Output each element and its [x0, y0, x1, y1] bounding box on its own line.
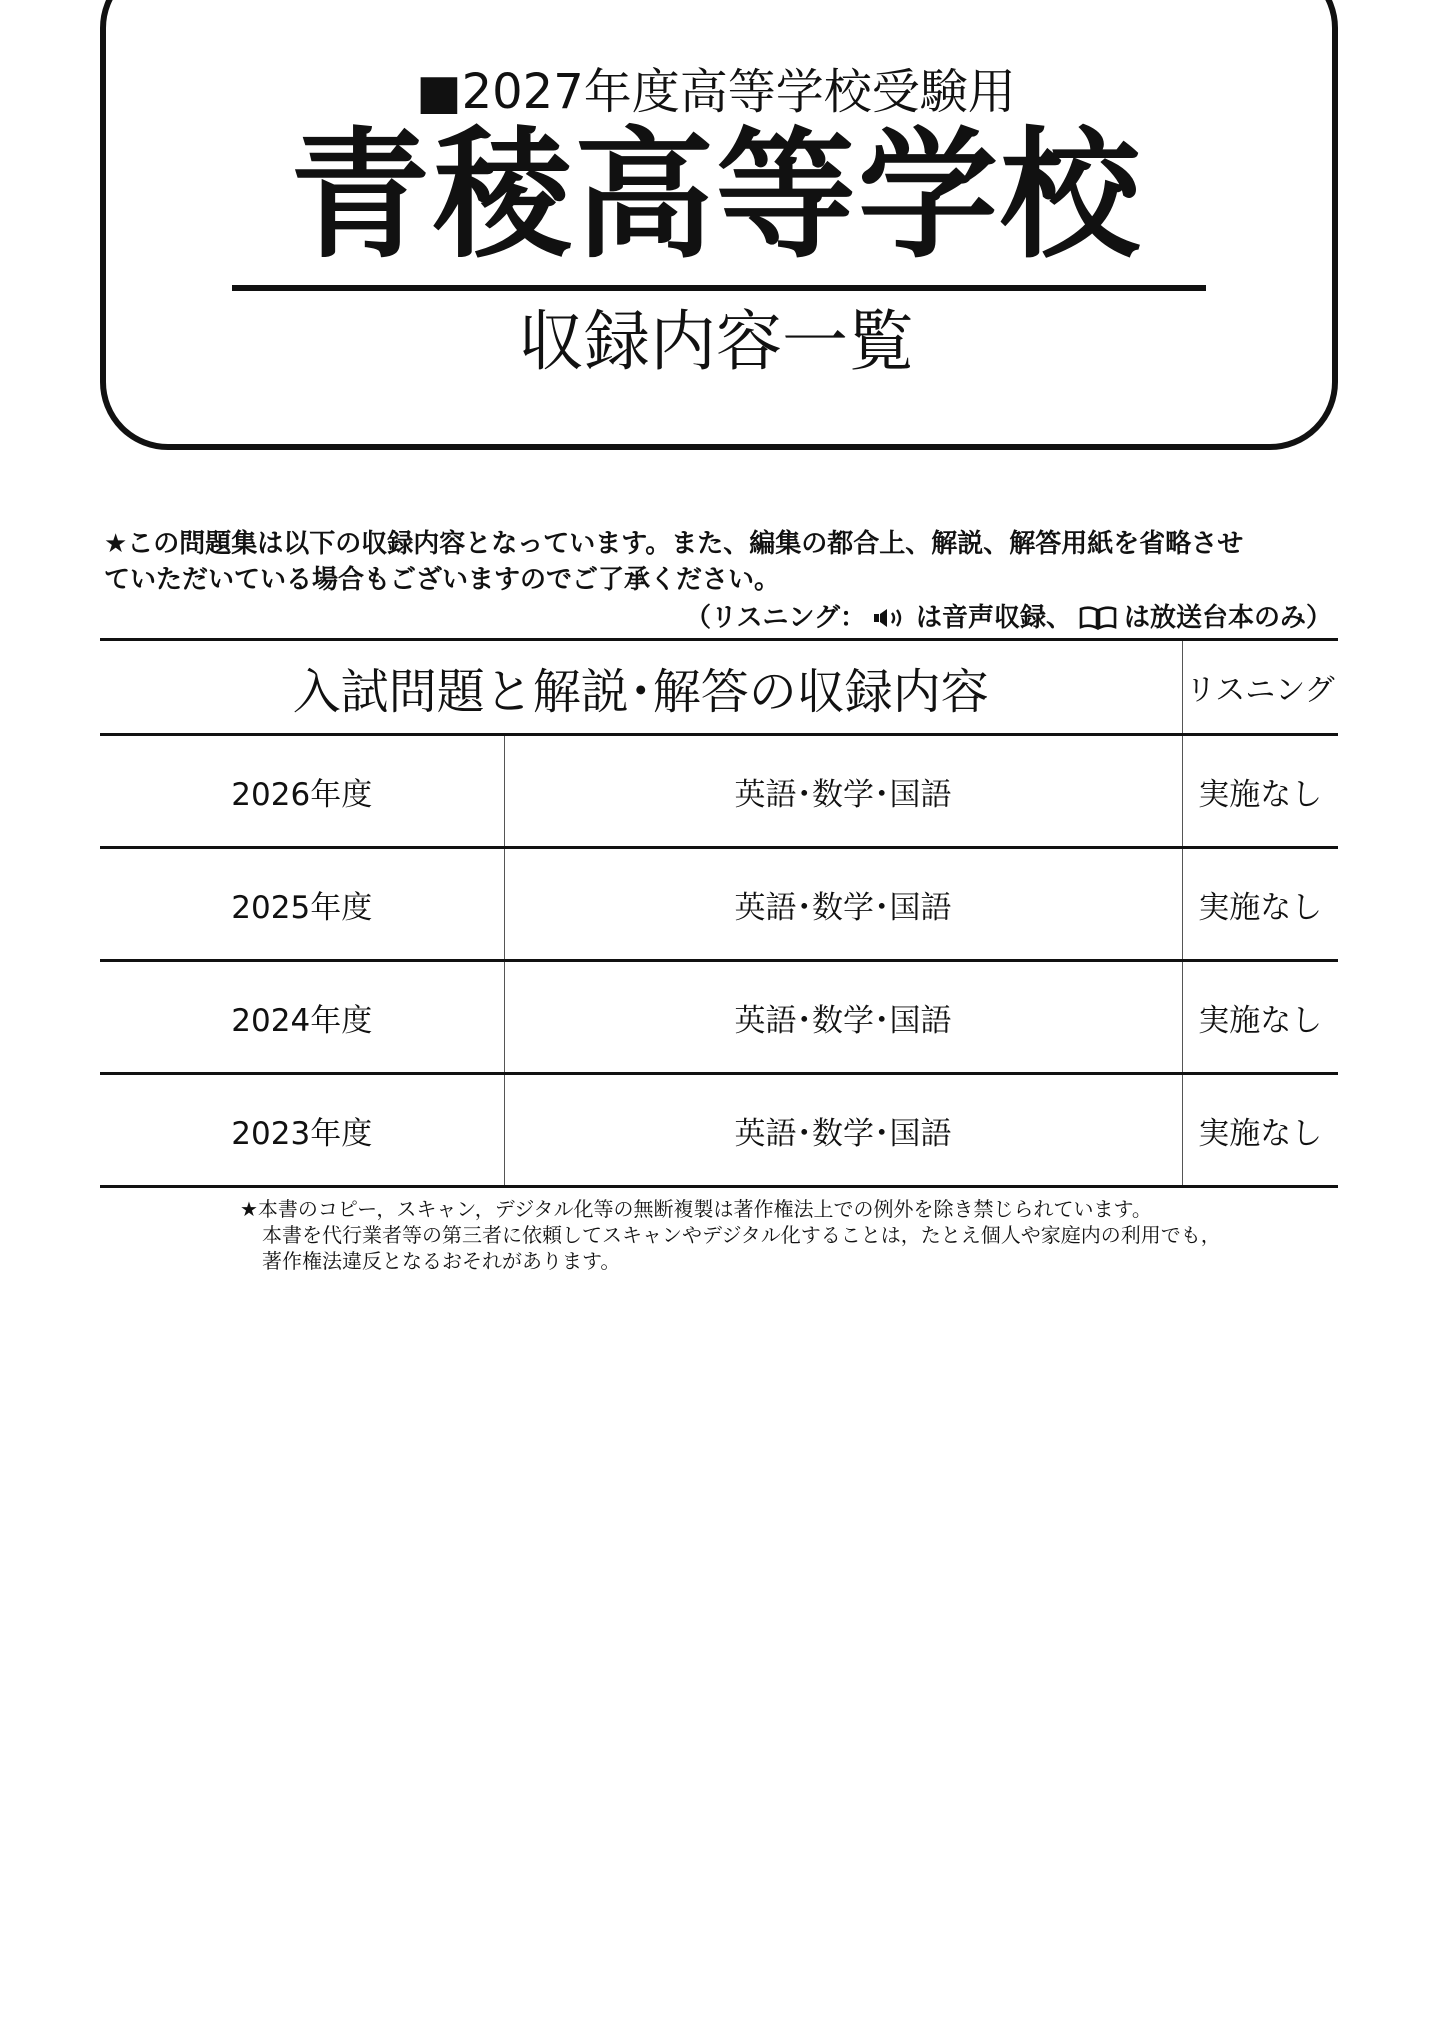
school-name: 青稜高等学校: [289, 115, 1142, 278]
year-cell: 2025年度: [100, 848, 504, 961]
table-row: [100, 961, 1338, 1074]
legend-prefix: （リスニング：: [685, 603, 866, 633]
copyright-line-2: 本書を代行業者等の第三者に依頼してスキャンやデジタル化することは，たとえ個人や家庭内の利用でも，: [262, 1223, 1221, 1247]
book-icon: [1078, 605, 1118, 631]
section-title: 収録内容一覧: [518, 303, 914, 380]
copyright-line-1: ★本書のコピー，スキャン，デジタル化等の無断複製は著作権法上での例外を除き禁じられています。: [240, 1197, 1152, 1221]
table-header-row: [100, 640, 1338, 735]
legend-audio-text: は音声収録、: [915, 603, 1072, 633]
listening-cell: 実施なし: [1182, 735, 1338, 848]
table-header-listening: リスニング: [1182, 640, 1338, 735]
year-cell: 2024年度: [100, 961, 504, 1074]
table-header-contents: 入試問題と解説･解答の収録内容: [100, 640, 1182, 735]
table-row: [100, 1074, 1338, 1187]
table-row: [100, 735, 1338, 848]
listening-cell: 実施なし: [1182, 848, 1338, 961]
listening-cell: 実施なし: [1182, 1074, 1338, 1187]
table-row: [100, 848, 1338, 961]
year-cell: 2023年度: [100, 1074, 504, 1187]
listening-legend: [685, 600, 1332, 636]
notice-line-2: ていただいている場合もございますのでご了承ください。: [104, 565, 781, 595]
notice-text: [104, 526, 1344, 598]
listening-cell: 実施なし: [1182, 961, 1338, 1074]
contents-table: [100, 638, 1338, 1188]
subjects-cell: 英語･数学･国語: [504, 735, 1182, 848]
year-cell: 2026年度: [100, 735, 504, 848]
copyright-line-3: 著作権法違反となるおそれがあります。: [262, 1249, 621, 1273]
subjects-cell: 英語･数学･国語: [504, 848, 1182, 961]
legend-book-text: は放送台本のみ）: [1123, 603, 1332, 633]
subtitle: ■2027年度高等学校受験用: [416, 64, 1016, 120]
subjects-cell: 英語･数学･国語: [504, 961, 1182, 1074]
copyright-notice: [240, 1196, 1340, 1274]
title-underline: [232, 285, 1206, 291]
notice-line-1: ★この問題集は以下の収録内容となっています。また、編集の都合上、解説、解答用紙を省略させ: [104, 529, 1244, 559]
subjects-cell: 英語･数学･国語: [504, 1074, 1182, 1187]
speaker-icon: [872, 607, 910, 629]
